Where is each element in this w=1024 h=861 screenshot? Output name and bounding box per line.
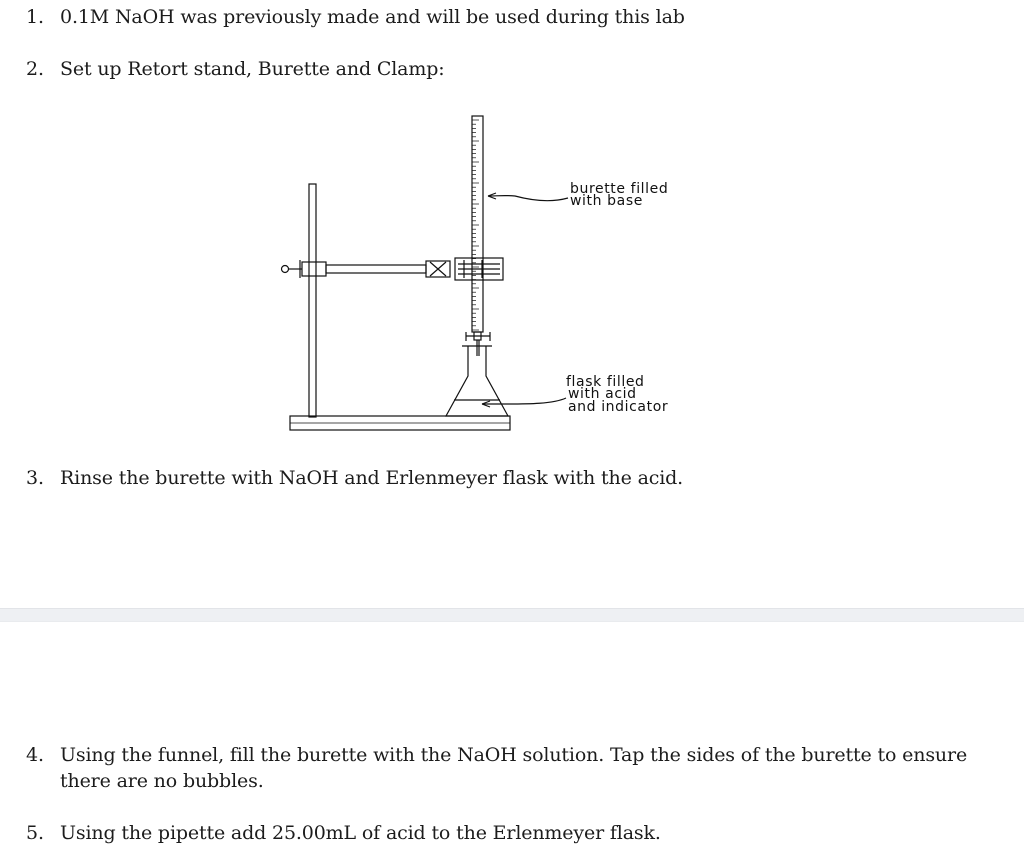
step-5	[26, 820, 986, 846]
step-number: 2.	[26, 58, 44, 80]
flask-label-line-1: flask filled	[566, 374, 645, 390]
document-page-2	[0, 622, 1024, 861]
burette-label-pointer	[488, 196, 568, 201]
retort-stand-rod	[309, 184, 316, 417]
burette-graduations	[472, 120, 479, 330]
burette	[472, 116, 483, 332]
flask-label-pointer	[482, 398, 566, 404]
step-4	[26, 742, 986, 794]
erlenmeyer-flask	[446, 346, 508, 416]
step-text: Using the pipette add 25.00mL of acid to the Erlenmeyer flask.	[60, 822, 661, 844]
flask-label-line-3: and indicator	[568, 399, 669, 415]
step-text: Rinse the burette with NaOH and Erlenmeyer flask with the acid.	[60, 467, 684, 489]
burette-label-line-2: with base	[570, 193, 643, 209]
step-number: 1.	[26, 6, 44, 28]
step-number: 5.	[26, 822, 44, 844]
step-text: Set up Retort stand, Burette and Clamp:	[60, 58, 445, 80]
titration-apparatus-figure	[270, 108, 720, 438]
step-number: 3.	[26, 467, 44, 489]
step-2	[26, 56, 986, 82]
step-text: Using the funnel, fill the burette with the NaOH solution. Tap the sides of the burette to ensure there are no bubbles.	[60, 744, 968, 792]
step-3	[26, 465, 986, 491]
burette-label-line-1: burette filled	[570, 181, 669, 197]
page-separator	[0, 608, 1024, 622]
titration-apparatus-diagram	[270, 108, 720, 438]
step-text: 0.1M NaOH was previously made and will be used during this lab	[60, 6, 685, 28]
flask-label-line-2: with acid	[568, 386, 637, 402]
step-number: 4.	[26, 744, 44, 766]
clamp-arm	[326, 265, 426, 273]
step-1	[26, 4, 986, 30]
